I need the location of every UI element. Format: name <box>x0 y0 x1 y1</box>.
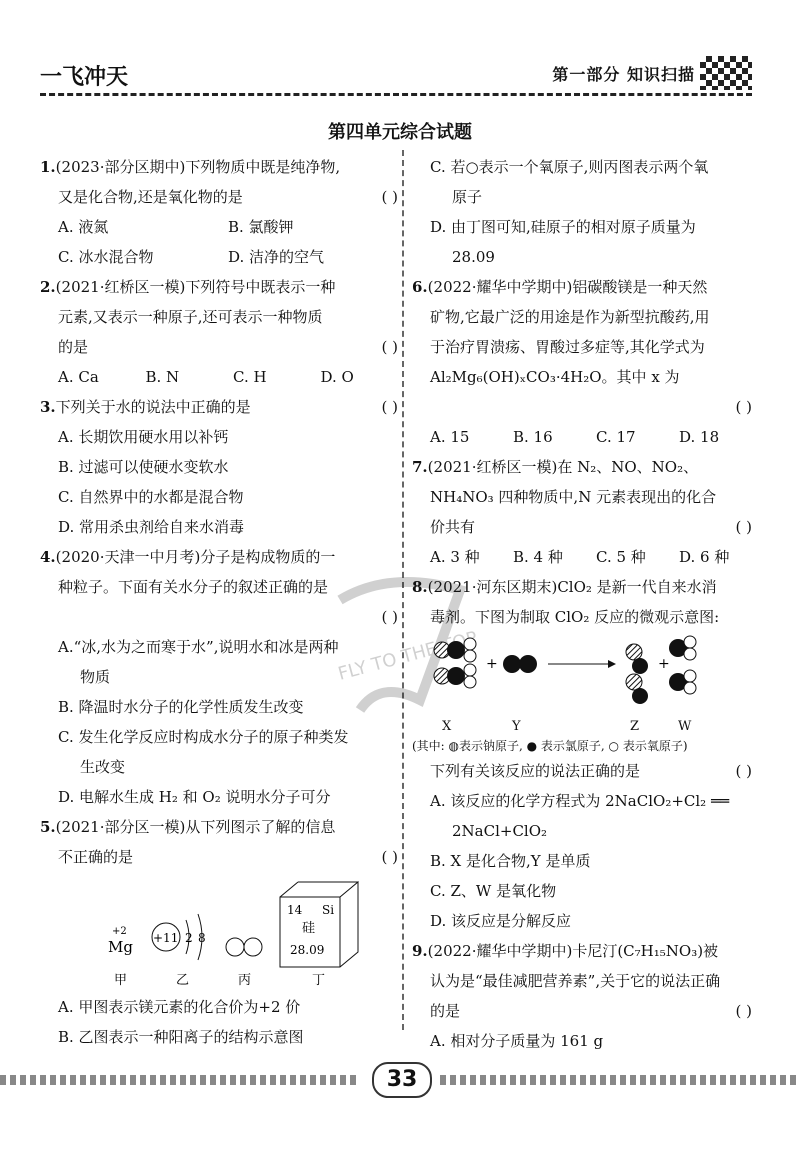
q8-figure-labels: X Y Z W <box>442 719 692 734</box>
svg-text:+11: +11 <box>153 931 179 945</box>
right-column <box>412 152 762 1056</box>
svg-text:乙: 乙 <box>176 973 190 988</box>
svg-text:丙: 丙 <box>238 973 252 988</box>
svg-text:Si: Si <box>322 903 335 917</box>
svg-text:28.09: 28.09 <box>290 943 325 957</box>
header-divider <box>40 93 752 96</box>
svg-text:丁: 丁 <box>312 973 326 988</box>
question-7: 7.(2021·红桥区一模)在 N₂、NO、NO₂、 NH₄NO₃ 四种物质中,N 元素表现出的化合 价共有 ( ) A. 3 种 B. 4 种 C. 5 种 D. 6 种 <box>412 458 752 566</box>
question-3: 3.下列关于水的说法中正确的是 ( ) A. 长期饮用硬水用以补钙 B. 过滤可以使硬水变软水 C. 自然界中的水都是混合物 D. 常用杀虫剂给自来水消毒 <box>40 398 398 536</box>
question-5-continued: C. 若○表示一个氧原子,则丙图表示两个氧 原子 D. 由丁图可知,硅原子的相对原子质量为 28.09 <box>430 158 709 266</box>
question-1: 1.(2023·部分区期中)下列物质中既是纯净物, 又是化合物,还是氧化物的是 ( ) A. 液氮 B. 氯酸钾 C. 冰水混合物 D. 洁净的空气 <box>40 158 398 266</box>
checker-decoration <box>700 56 752 90</box>
footer-border-right <box>440 1075 800 1085</box>
header-section: 第一部分 知识扫描 <box>552 65 695 84</box>
svg-text:2: 2 <box>185 931 193 945</box>
question-8: 8.(2021·河东区期末)ClO₂ 是新一代自来水消 毒剂。下图为制取 ClO₂ 反应的微观示意图: + + X Y Z W (其中: ◍表示钠原子, ● 表示氯原子, ○ 表示氧原子) 下列有关该反应的说法正确的是 ( ) A. 该反应的化学方程式为 2NaClO₂+Cl₂ ══ 2NaCl+ClO₂ B. X 是化合物,Y 是单质 C. Z、W 是氧化物 D. 该反应是分解反应 <box>412 572 762 936</box>
svg-text:甲: 甲 <box>114 973 128 988</box>
svg-text:8: 8 <box>198 931 206 945</box>
watermark-text: FLY TO THE TOP <box>335 627 480 685</box>
question-9: 9.(2022·耀华中学期中)卡尼汀(C₇H₁₅NO₃)被 认为是“最佳减肥营养素”,关于它的说法正确 的是 ( ) A. 相对分子质量为 161 g <box>412 942 752 1050</box>
question-6: 6.(2022·耀华中学期中)铝碳酸镁是一种天然 矿物,它最广泛的用途是作为新型抗酸药,用 于治疗胃溃疡、胃酸过多症等,其化学式为 Al₂Mg₆(OH)ₓCO₃·4H₂O。其中 x 为 ( ) A. 15 B. 16 C. 17 D. 18 <box>412 278 752 446</box>
svg-text:+2: +2 <box>112 926 127 937</box>
page-number: 33 <box>372 1062 432 1098</box>
q8-reaction-figure <box>412 632 762 712</box>
svg-text:硅: 硅 <box>302 921 316 936</box>
left-column <box>40 152 408 1052</box>
q8-legend: (其中: ◍表示钠原子, ● 表示氯原子, ○ 表示氧原子) <box>412 739 688 753</box>
svg-text:+: + <box>486 656 498 672</box>
question-5: 5.(2021·部分区一模)从下列图示了解的信息 不正确的是 ( ) +2 Mg +11 2 8 14 Si 硅 28.09 甲 乙 丙 丁 A. 甲图表示镁元素的化合价为+2 价 B. 乙图表示一种阳离子的结构示意图 <box>40 812 408 1052</box>
q5-figure <box>40 872 408 992</box>
svg-text:+: + <box>658 656 670 672</box>
svg-text:14: 14 <box>287 903 303 917</box>
question-2: 2.(2021·红桥区一模)下列符号中既表示一种 元素,又表示一种原子,还可表示一种物质 的是 ( ) A. Ca B. N C. H D. O <box>40 278 398 386</box>
question-4: 4.(2020·天津一中月考)分子是构成物质的一 种粒子。下面有关水分子的叙述正确的是 ( ) A.“冰,水为之而寒于水”,说明水和冰是两种 物质 B. 降温时水分子的化学性质发生改变 C. 发生化学反应时构成水分子的原子种类发 生改变 D. 电解水生成 H₂ 和 O₂ 说明水分子可分 <box>40 548 398 806</box>
footer-border-left <box>0 1075 360 1085</box>
svg-text:Mg: Mg <box>108 938 133 956</box>
page-title: 第四单元综合试题 <box>328 122 472 143</box>
header-logo: 一飞冲天 <box>40 65 129 90</box>
